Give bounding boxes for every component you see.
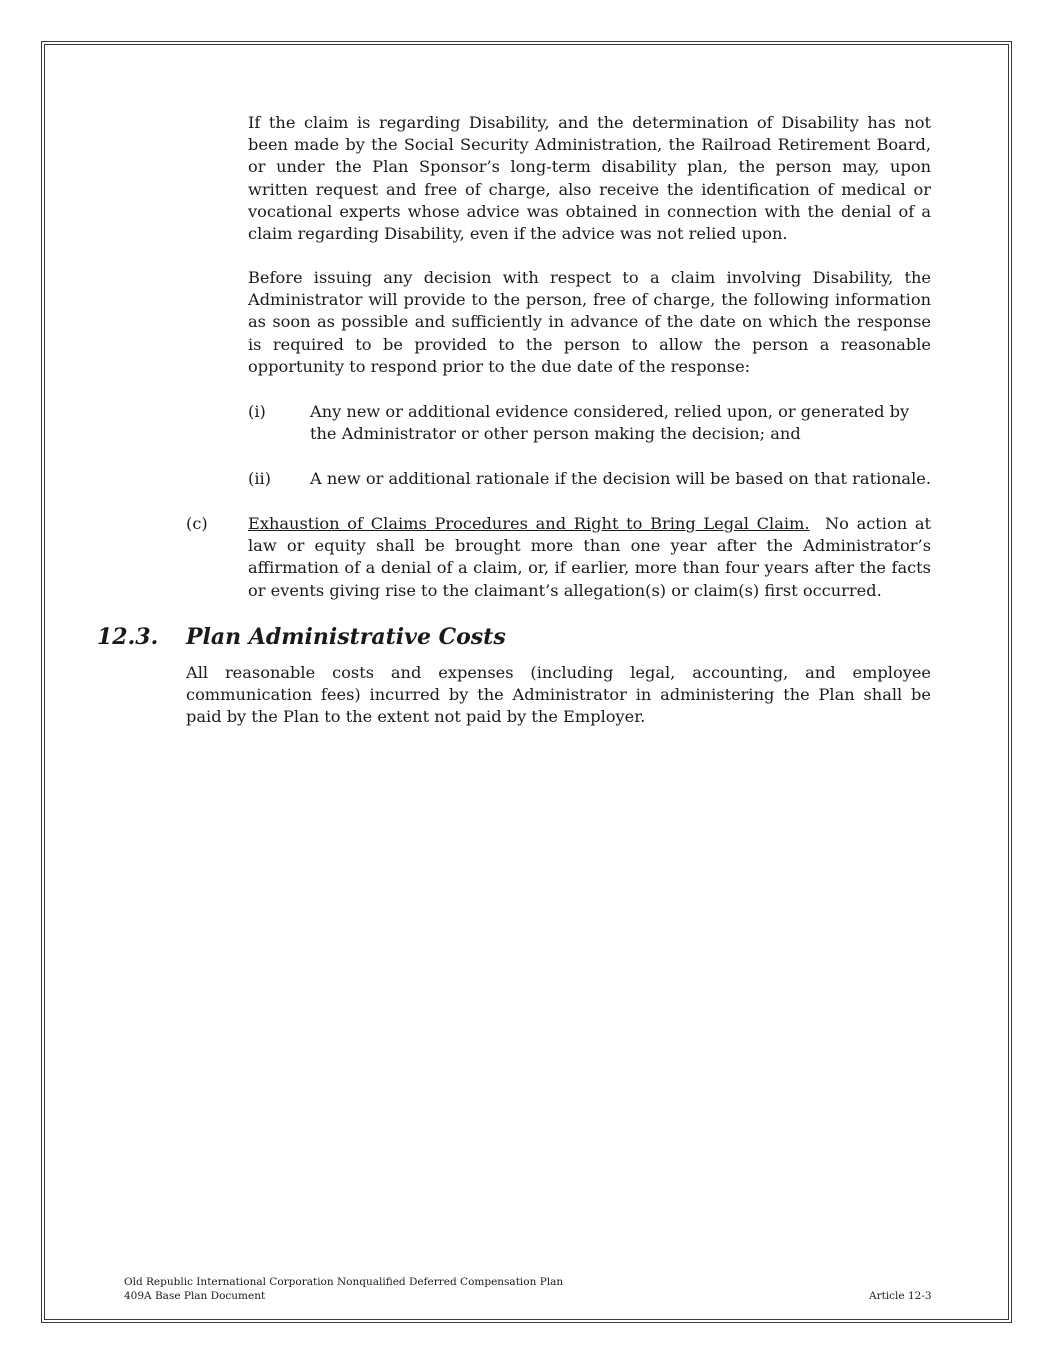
footer-document-type: 409A Base Plan Document: [124, 1290, 266, 1302]
section-number: 12.3.: [97, 624, 159, 650]
list-item-text: A new or additional rationale if the decision will be based on that rationale.: [310, 469, 931, 488]
list-item-text: Any new or additional evidence considered, relied upon, or generated by the Administrator or other person making the decision; and: [310, 402, 910, 444]
section-c-title: Exhaustion of Claims Procedures and Right to Bring Legal Claim.: [248, 514, 810, 533]
section-c-paragraph: [248, 513, 931, 602]
list-item-marker: (i): [248, 402, 266, 421]
section-c-marker: (c): [186, 514, 208, 533]
section-c-text: No action at law or equity shall be brought more than one year after the Administrator’s affirmation of a denial of a claim, or, if earlier, more than four years after the facts or events giving rise to the claimant’s allegation(s) or claim(s) first occurred.: [248, 514, 931, 600]
section-title: Plan Administrative Costs: [186, 624, 506, 650]
list-item-marker: (ii): [248, 469, 271, 488]
footer-plan-name: Old Republic International Corporation Nonqualified Deferred Compensation Plan: [124, 1276, 564, 1288]
footer-page-number: Article 12-3: [869, 1290, 932, 1302]
disability-identification-paragraph: If the claim is regarding Disability, and the determination of Disability has not been made by the Social Security Administration, the Railroad Retirement Board, or under the Plan Sponsor’s long-term disability plan, the person may, upon written request and free of charge, also receive the identification of medical or vocational experts whose advice was obtained in connection with the denial of a claim regarding Disability, even if the advice was not relied upon.: [248, 113, 931, 244]
admin-costs-paragraph: All reasonable costs and expenses (including legal, accounting, and employee communication fees) incurred by the Administrator in administering the Plan shall be paid by the Plan to the extent not paid by the Employer.: [186, 663, 931, 727]
disability-decision-paragraph: Before issuing any decision with respect to a claim involving Disability, the Administrator will provide to the person, free of charge, the following information as soon as possible and sufficiently in advance of the date on which the response is required to be provided to the person to allow the person a reasonable opportunity to respond prior to the due date of the response:: [248, 268, 931, 376]
